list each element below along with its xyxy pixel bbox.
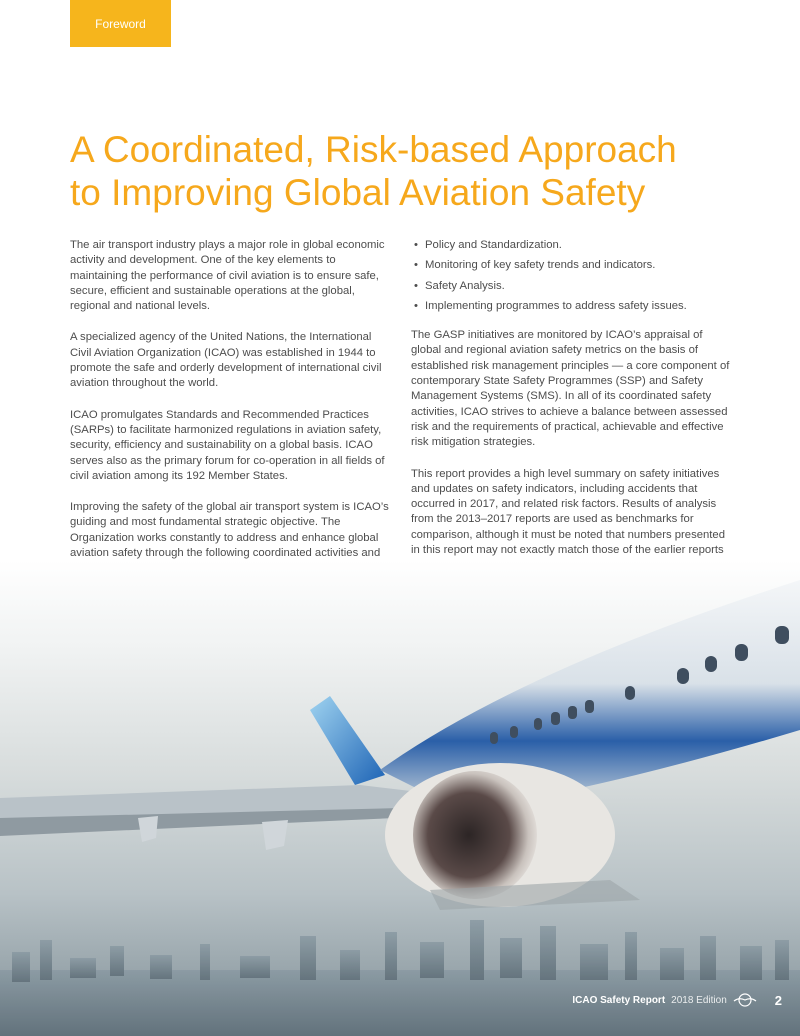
list-item: • Safety Analysis. xyxy=(411,279,731,294)
report-brand: ICAO Safety Report xyxy=(572,994,666,1006)
paragraph: The GASP initiatives are monitored by ICAO’s appraisal of global and regional aviation safety metrics on the basis of established risk management principles — a core component of contemporary State Safety Programmes (SSP) and Safety Management Systems (SMS). In all of its coordinated safety activities, ICAO strives to achieve a balance between assessed risk and the requirements of practical, achievable and effective risk mitigation strategies. xyxy=(411,329,730,449)
paragraph-text: Improving the safety of the global air transport system is ICAO’s guiding and most fundamental strategic objective. The Organization works constantly to address and enhance global aviation safety through the following coordinated activities and xyxy=(70,501,389,560)
left-column xyxy=(70,238,390,608)
bullet-list xyxy=(411,238,731,314)
title-line-1: A Coordinated, Risk-based Approach xyxy=(70,129,677,170)
paragraph: The air transport industry plays a major role in global economic activity and development. One of the key elements to maintaining the performance of civil aviation is to ensure safe, secure, efficient and sustainable operations at the global, regional and national levels. xyxy=(70,239,385,313)
paragraph: ICAO promulgates Standards and Recommended Practices (SARPs) to facilitate harmonized regulations in aviation safety, security, efficiency and sustainability on a global basis. ICAO serves also as the primary forum for co-operation in all fields of civil aviation among its 192 Member States. xyxy=(70,408,385,482)
title-line-2: to Improving Global Aviation Safety xyxy=(70,172,646,213)
right-column xyxy=(411,238,731,590)
airplane-photo xyxy=(0,560,800,1036)
paragraph: This report provides a high level summary on safety initiatives and updates on safety indicators, including accidents that occurred in 2017, and related risk factors. Results of analysis from the 2013–2017 reports are used as benchmarks for comparison, although it must be noted that numbers presented in this report may not exactly match those of the earlier reports xyxy=(411,467,725,557)
paragraph: A specialized agency of the United Nations, the International Civil Aviation Organization (ICAO) was established in 1944 to promote the safe and orderly development of international civil aviation throughout the world. xyxy=(70,331,382,390)
page-number: 2 xyxy=(774,992,782,1008)
report-edition: 2018 Edition xyxy=(671,994,727,1006)
list-item: • Implementing programmes to address safety issues. xyxy=(411,299,731,314)
page-footer xyxy=(572,992,782,1008)
list-item: • Policy and Standardization. xyxy=(411,238,731,253)
section-tab: Foreword xyxy=(70,0,171,47)
page-title xyxy=(70,128,750,214)
icao-emblem-icon xyxy=(733,992,757,1008)
airplane-illustration xyxy=(0,560,800,1036)
list-item: • Monitoring of key safety trends and indicators. xyxy=(411,258,731,273)
